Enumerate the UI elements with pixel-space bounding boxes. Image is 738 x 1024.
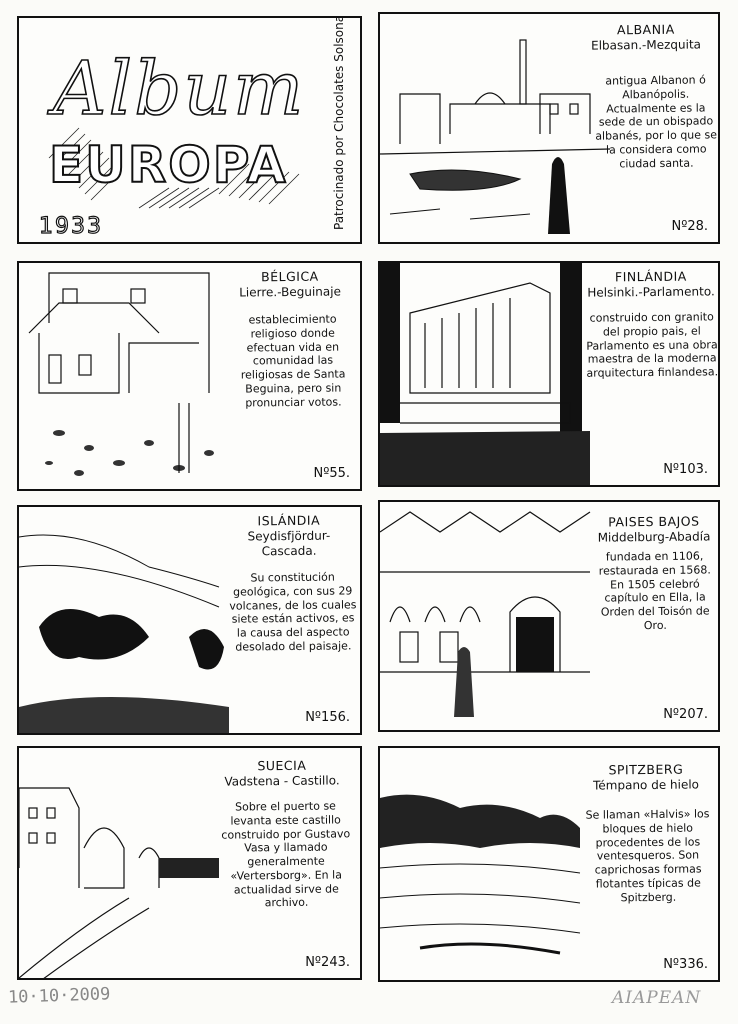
panel-finlandia [378, 261, 720, 487]
description-text: Sobre el puerto se levanta este castillo construido por Gustavo Vasa y llamado generalmente «Vertersborg». En la actualidad sirve de archivo. [221, 799, 351, 910]
place-label: Seydisfjördur- Cascada. [247, 528, 331, 558]
country-label: PAISES BAJOS [608, 513, 700, 530]
card-number: Nº336. [663, 957, 708, 972]
description-text: construido con granito del propio pais, el Parlamento es una obra maestra de la moderna arquitectura finlandesa. [586, 310, 719, 380]
card-number: Nº243. [305, 955, 350, 970]
card-number: Nº55. [313, 466, 350, 481]
year-label: 1933 [39, 214, 103, 239]
place-label: Elbasan.-Mezquita [591, 37, 702, 53]
description-text: antigua Albanon ó Albanópolis. Actualmente es la sede de un obispado albanés, por lo que se la considera como ciudad santa. [595, 73, 718, 170]
country-label: SPITZBERG [608, 761, 684, 778]
artist-signature: AIAPEAN [612, 988, 702, 1008]
sponsor-text: Patrocinado por Chocolates Solsona [332, 14, 346, 230]
place-label: Lierre.-Beguinaje [239, 284, 341, 300]
description-text: establecimiento religioso donde efectuan vida en comunidad las religiosas de Santa Beguina, pero sin pronunciar votos. [240, 312, 346, 410]
description-text: Se llaman «Halvis» los bloques de hielo procedentes de los ventesqueros. Son caprichosas formas flotantes típicas de Spitzberg. [585, 807, 710, 904]
card-number: Nº103. [663, 462, 708, 477]
country-label: SUECIA [257, 757, 307, 774]
description-text: Su constitución geológica, con sus 29 volcanes, de los cuales siete están activos, es la causa del aspecto desolado del paisaje. [229, 570, 357, 654]
title-panel [17, 16, 362, 244]
country-label: FINLÁNDIA [614, 268, 687, 285]
handwritten-date: 10·10·2009 [7, 984, 111, 1008]
panel-belgica [17, 261, 362, 491]
album-title: Album [53, 46, 306, 132]
place-label: Helsinki.-Parlamento. [587, 283, 715, 300]
panel-islandia [17, 505, 362, 735]
panel-spitzberg [378, 746, 720, 982]
description-text: fundada en 1106, restaurada en 1568. En 1505 celebró capítulo en Ella, la Orden del Toisón de Oro. [598, 549, 711, 632]
panel-paises-bajos [378, 500, 720, 732]
panel-albania [378, 12, 720, 244]
panel-suecia [17, 746, 362, 980]
country-label: ALBANIA [616, 21, 675, 38]
card-number: Nº207. [663, 707, 708, 722]
place-label: Middelburg-Abadía [597, 529, 711, 545]
europa-title: EUROPA [49, 136, 288, 194]
place-label: Vadstena - Castillo. [224, 773, 340, 789]
country-label: ISLÁNDIA [257, 512, 321, 529]
card-number: Nº28. [671, 219, 708, 234]
place-label: Témpano de hielo [593, 777, 700, 793]
country-label: BÉLGICA [261, 268, 319, 285]
card-number: Nº156. [305, 710, 350, 725]
